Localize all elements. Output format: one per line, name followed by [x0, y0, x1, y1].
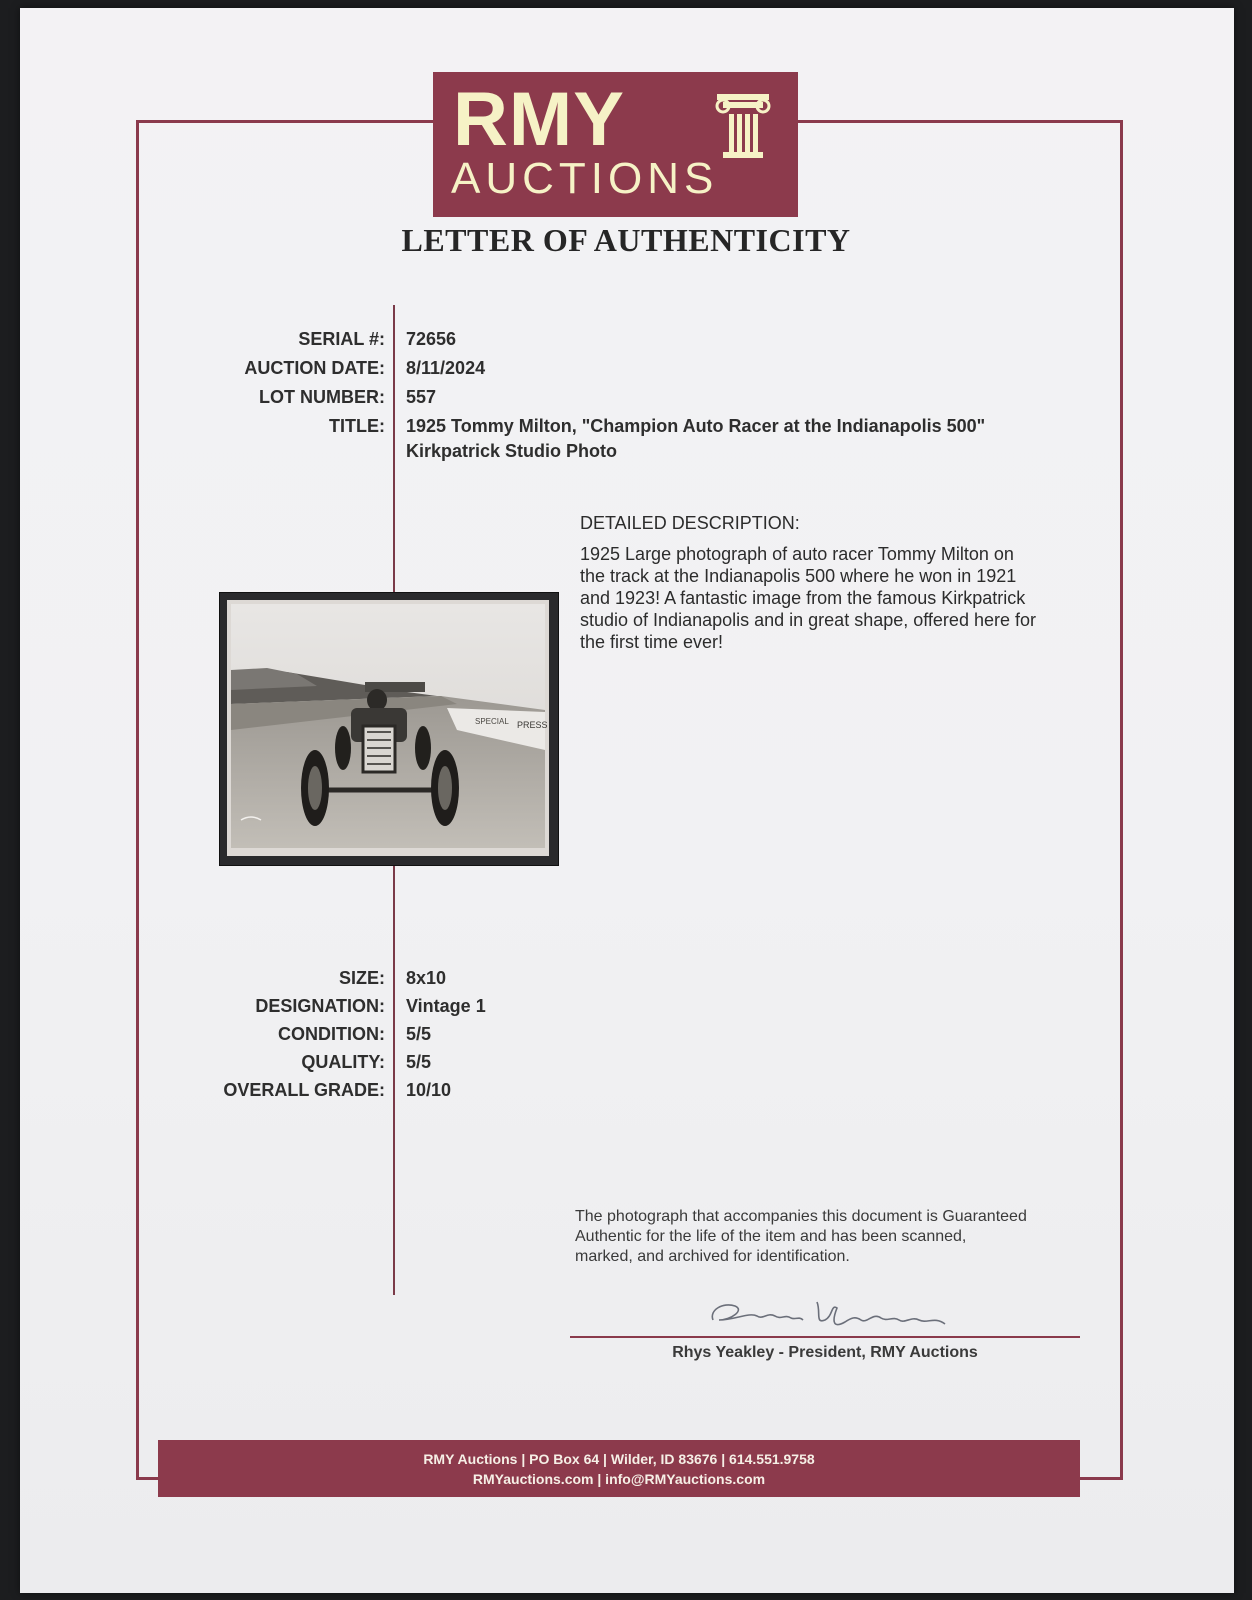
guarantee-line: Authentic for the life of the item and has been scanned,	[575, 1228, 967, 1245]
contact-footer	[158, 1440, 1080, 1497]
size-label: SIZE:	[338, 968, 385, 988]
designation-value: Vintage 1	[406, 996, 486, 1016]
description-line: the track at the Indianapolis 500 where he won in 1921	[580, 566, 1017, 586]
frame-border-left	[136, 120, 139, 1480]
lot-number-label: LOT NUMBER:	[259, 387, 385, 407]
frame-border-right	[1120, 120, 1123, 1480]
signature-line	[570, 1336, 1080, 1338]
guarantee-line: The photograph that accompanies this document is Guaranteed	[575, 1208, 1027, 1225]
description-heading: DETAILED DESCRIPTION:	[580, 513, 800, 533]
frame-border-top-left	[136, 120, 433, 123]
description-line: studio of Indianapolis and in great shape, offered here for	[580, 610, 1036, 630]
footer-web-line: RMYauctions.com | info@RMYauctions.com	[472, 1471, 766, 1487]
auction-date-value: 8/11/2024	[406, 358, 486, 378]
document-title: LETTER OF AUTHENTICITY	[401, 222, 851, 258]
footer-contact-line: RMY Auctions | PO Box 64 | Wilder, ID 83676 | 614.551.9758	[423, 1451, 815, 1467]
title-label: TITLE:	[329, 416, 385, 436]
overall-grade-value: 10/10	[406, 1080, 452, 1100]
racer-photo	[227, 600, 549, 856]
overall-grade-label: OVERALL GRADE:	[223, 1080, 385, 1100]
frame-border-top-right	[798, 120, 1123, 123]
handwritten-signature	[705, 1290, 955, 1334]
racer-photo-mount	[219, 592, 559, 866]
logo-brand-text: RMY	[453, 77, 625, 162]
description-line: the first time ever!	[580, 632, 724, 652]
quality-label: QUALITY:	[301, 1052, 385, 1072]
photo-sign-press: PRESS	[517, 720, 548, 730]
designation-label: DESIGNATION:	[255, 996, 385, 1016]
title-value-line1: 1925 Tommy Milton, "Champion Auto Racer at the Indianapolis 500"	[406, 416, 986, 436]
ionic-column-icon	[713, 92, 773, 162]
auction-date-label: AUCTION DATE:	[244, 358, 385, 378]
quality-value: 5/5	[406, 1052, 432, 1072]
description-body	[580, 543, 1090, 653]
description-line: and 1923! A fantastic image from the famous Kirkpatrick	[580, 588, 1026, 608]
rmy-auctions-logo	[433, 72, 798, 217]
guarantee-statement	[575, 1207, 1085, 1267]
condition-label: CONDITION:	[278, 1024, 385, 1044]
size-value: 8x10	[406, 968, 447, 988]
serial-value: 72656	[406, 329, 457, 349]
signer-name: Rhys Yeakley - President, RMY Auctions	[672, 1344, 978, 1361]
photo-sign-special: SPECIAL	[475, 717, 509, 726]
serial-label: SERIAL #:	[298, 329, 385, 349]
description-line: 1925 Large photograph of auto racer Tommy Milton on	[580, 544, 1014, 564]
condition-value: 5/5	[406, 1024, 432, 1044]
guarantee-line: marked, and archived for identification.	[575, 1248, 850, 1265]
title-value-line2: Kirkpatrick Studio Photo	[406, 441, 618, 461]
logo-sub-text: AUCTIONS	[451, 154, 719, 203]
lot-number-value: 557	[406, 387, 437, 407]
